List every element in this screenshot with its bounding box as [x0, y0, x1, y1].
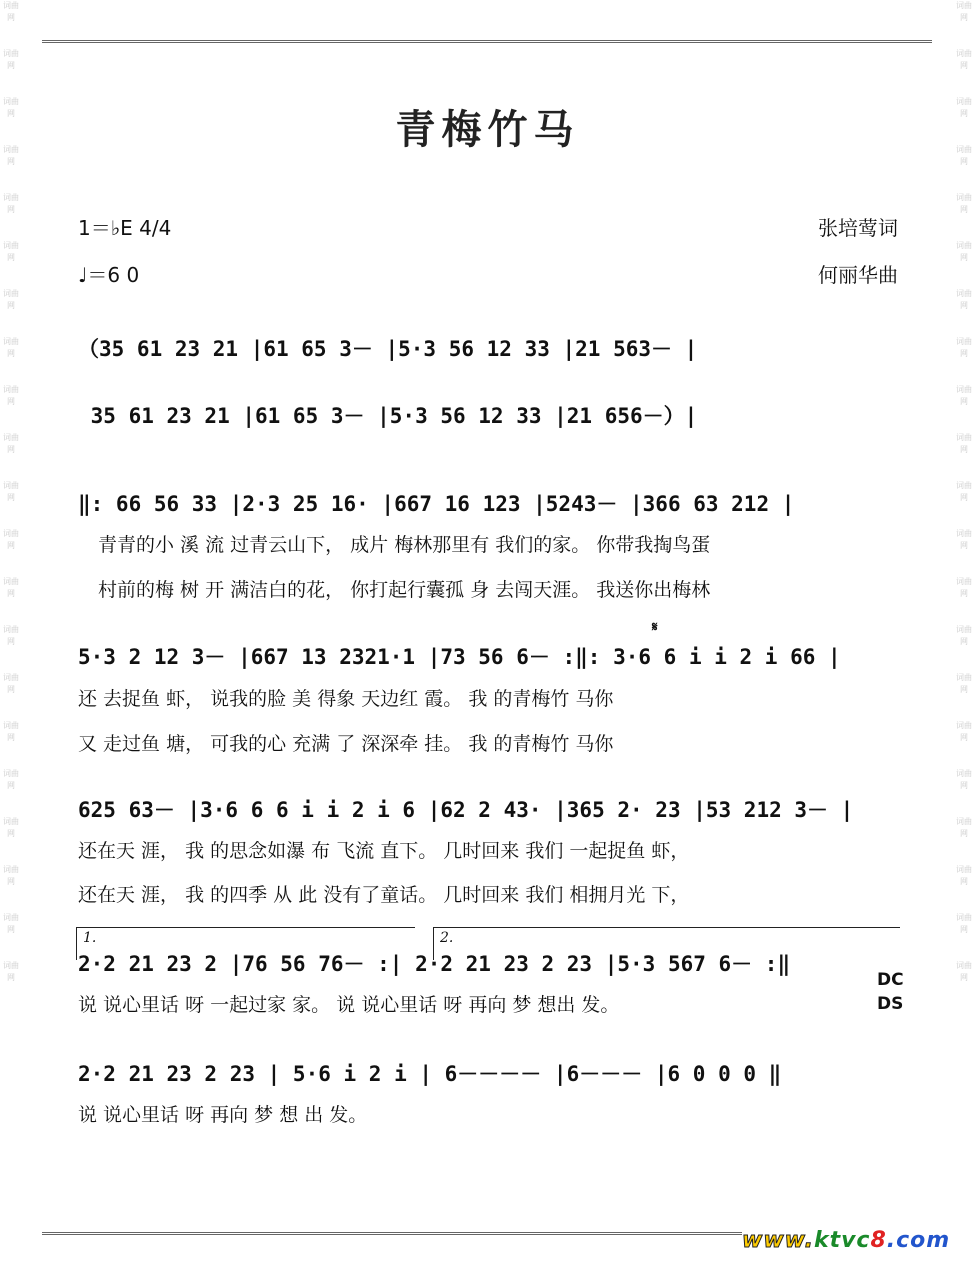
lyric-line-4: 又 走过鱼 塘， 可我的心 充满 了 深深牵 挂。 我 的青梅竹 马你 — [78, 733, 614, 755]
lyric-line-5: 还在天 涯， 我 的思念如瀑 布 飞流 直下。 几时回来 我们 一起捉鱼 虾， — [78, 840, 690, 862]
bottom-rule — [42, 1232, 742, 1235]
music-line-6: 2·2 21 23 2 |76 56 76－ :| 2·2 21 23 2 23 |5·3 567 6－ :‖ — [78, 952, 791, 976]
right-watermark: 词曲网 词曲网 词曲网 词曲网 词曲网 词曲网 词曲网 词曲网 词曲网 词曲网 词曲网 词曲网 词曲网 词曲网 词曲网 词曲网 词曲网 词曲网 词曲网 词曲网 词曲网 — [956, 1, 972, 982]
first-ending-bracket: 1. — [76, 927, 415, 960]
song-title: 青梅竹马 — [395, 106, 580, 153]
tempo-marking: ♩＝6 0 — [78, 263, 140, 287]
lyric-line-6: 还在天 涯， 我 的四季 从 此 没有了童话。 几时回来 我们 相拥月光 下， — [78, 884, 690, 906]
music-line-7: 2·2 21 23 2 23 | 5·6 i 2 i | 6－－－－ |6－－－ |6 0 0 0 ‖ — [78, 1062, 782, 1086]
key-signature: 1＝♭E 4/4 — [78, 216, 172, 240]
composer-credit: 何丽华曲 — [818, 263, 898, 287]
music-line-5: 625 63－ |3·6 6 6 i i 2 i 6 |62 2 43· |365 2· 23 |53 212 3－ | — [78, 798, 854, 822]
lyric-line-7: 说 说心里话 呀 一起过家 家。 说 说心里话 呀 再向 梦 想出 发。 — [78, 994, 620, 1016]
lyric-line-3: 还 去捉鱼 虾， 说我的脸 美 得象 天边红 霞。 我 的青梅竹 马你 — [78, 688, 614, 710]
lyricist-credit: 张培莺词 — [818, 216, 898, 240]
second-ending-bracket: 2. — [433, 927, 900, 960]
left-watermark: 词曲网 词曲网 词曲网 词曲网 词曲网 词曲网 词曲网 词曲网 词曲网 词曲网 词曲网 词曲网 词曲网 词曲网 词曲网 词曲网 词曲网 词曲网 词曲网 词曲网 词曲网 — [3, 1, 19, 982]
music-line-4: 5·3 2 12 3－ |667 13 2321·1 |73 56 6－ :‖: 3·6 6 i i 2 i 66 | — [78, 645, 841, 669]
music-line-2: 35 61 23 21 |61 65 3－ |5·3 56 12 33 |21 656－）| — [78, 404, 698, 428]
segno-sign: 𝄋 — [652, 620, 658, 635]
music-line-3: ‖: 66 56 33 |2·3 25 16· |667 16 123 |5243－ |366 63 212 | — [78, 492, 795, 516]
dc-ds-marking: DC DS — [877, 970, 904, 1014]
lyric-line-1: 青青的小 溪 流 过青云山下， 成片 梅林那里有 我们的家。 你带我掏鸟蛋 — [98, 534, 711, 556]
music-line-1: （35 61 23 21 |61 65 3－ |5·3 56 12 33 |21 563－ | — [78, 337, 698, 361]
lyric-line-2: 村前的梅 树 开 满洁白的花， 你打起行囊孤 身 去闯天涯。 我送你出梅林 — [98, 579, 711, 601]
lyric-line-8: 说 说心里话 呀 再向 梦 想 出 发。 — [78, 1104, 368, 1126]
top-rule — [42, 40, 932, 43]
site-watermark-logo: www.ktvc8.com — [742, 1228, 951, 1253]
